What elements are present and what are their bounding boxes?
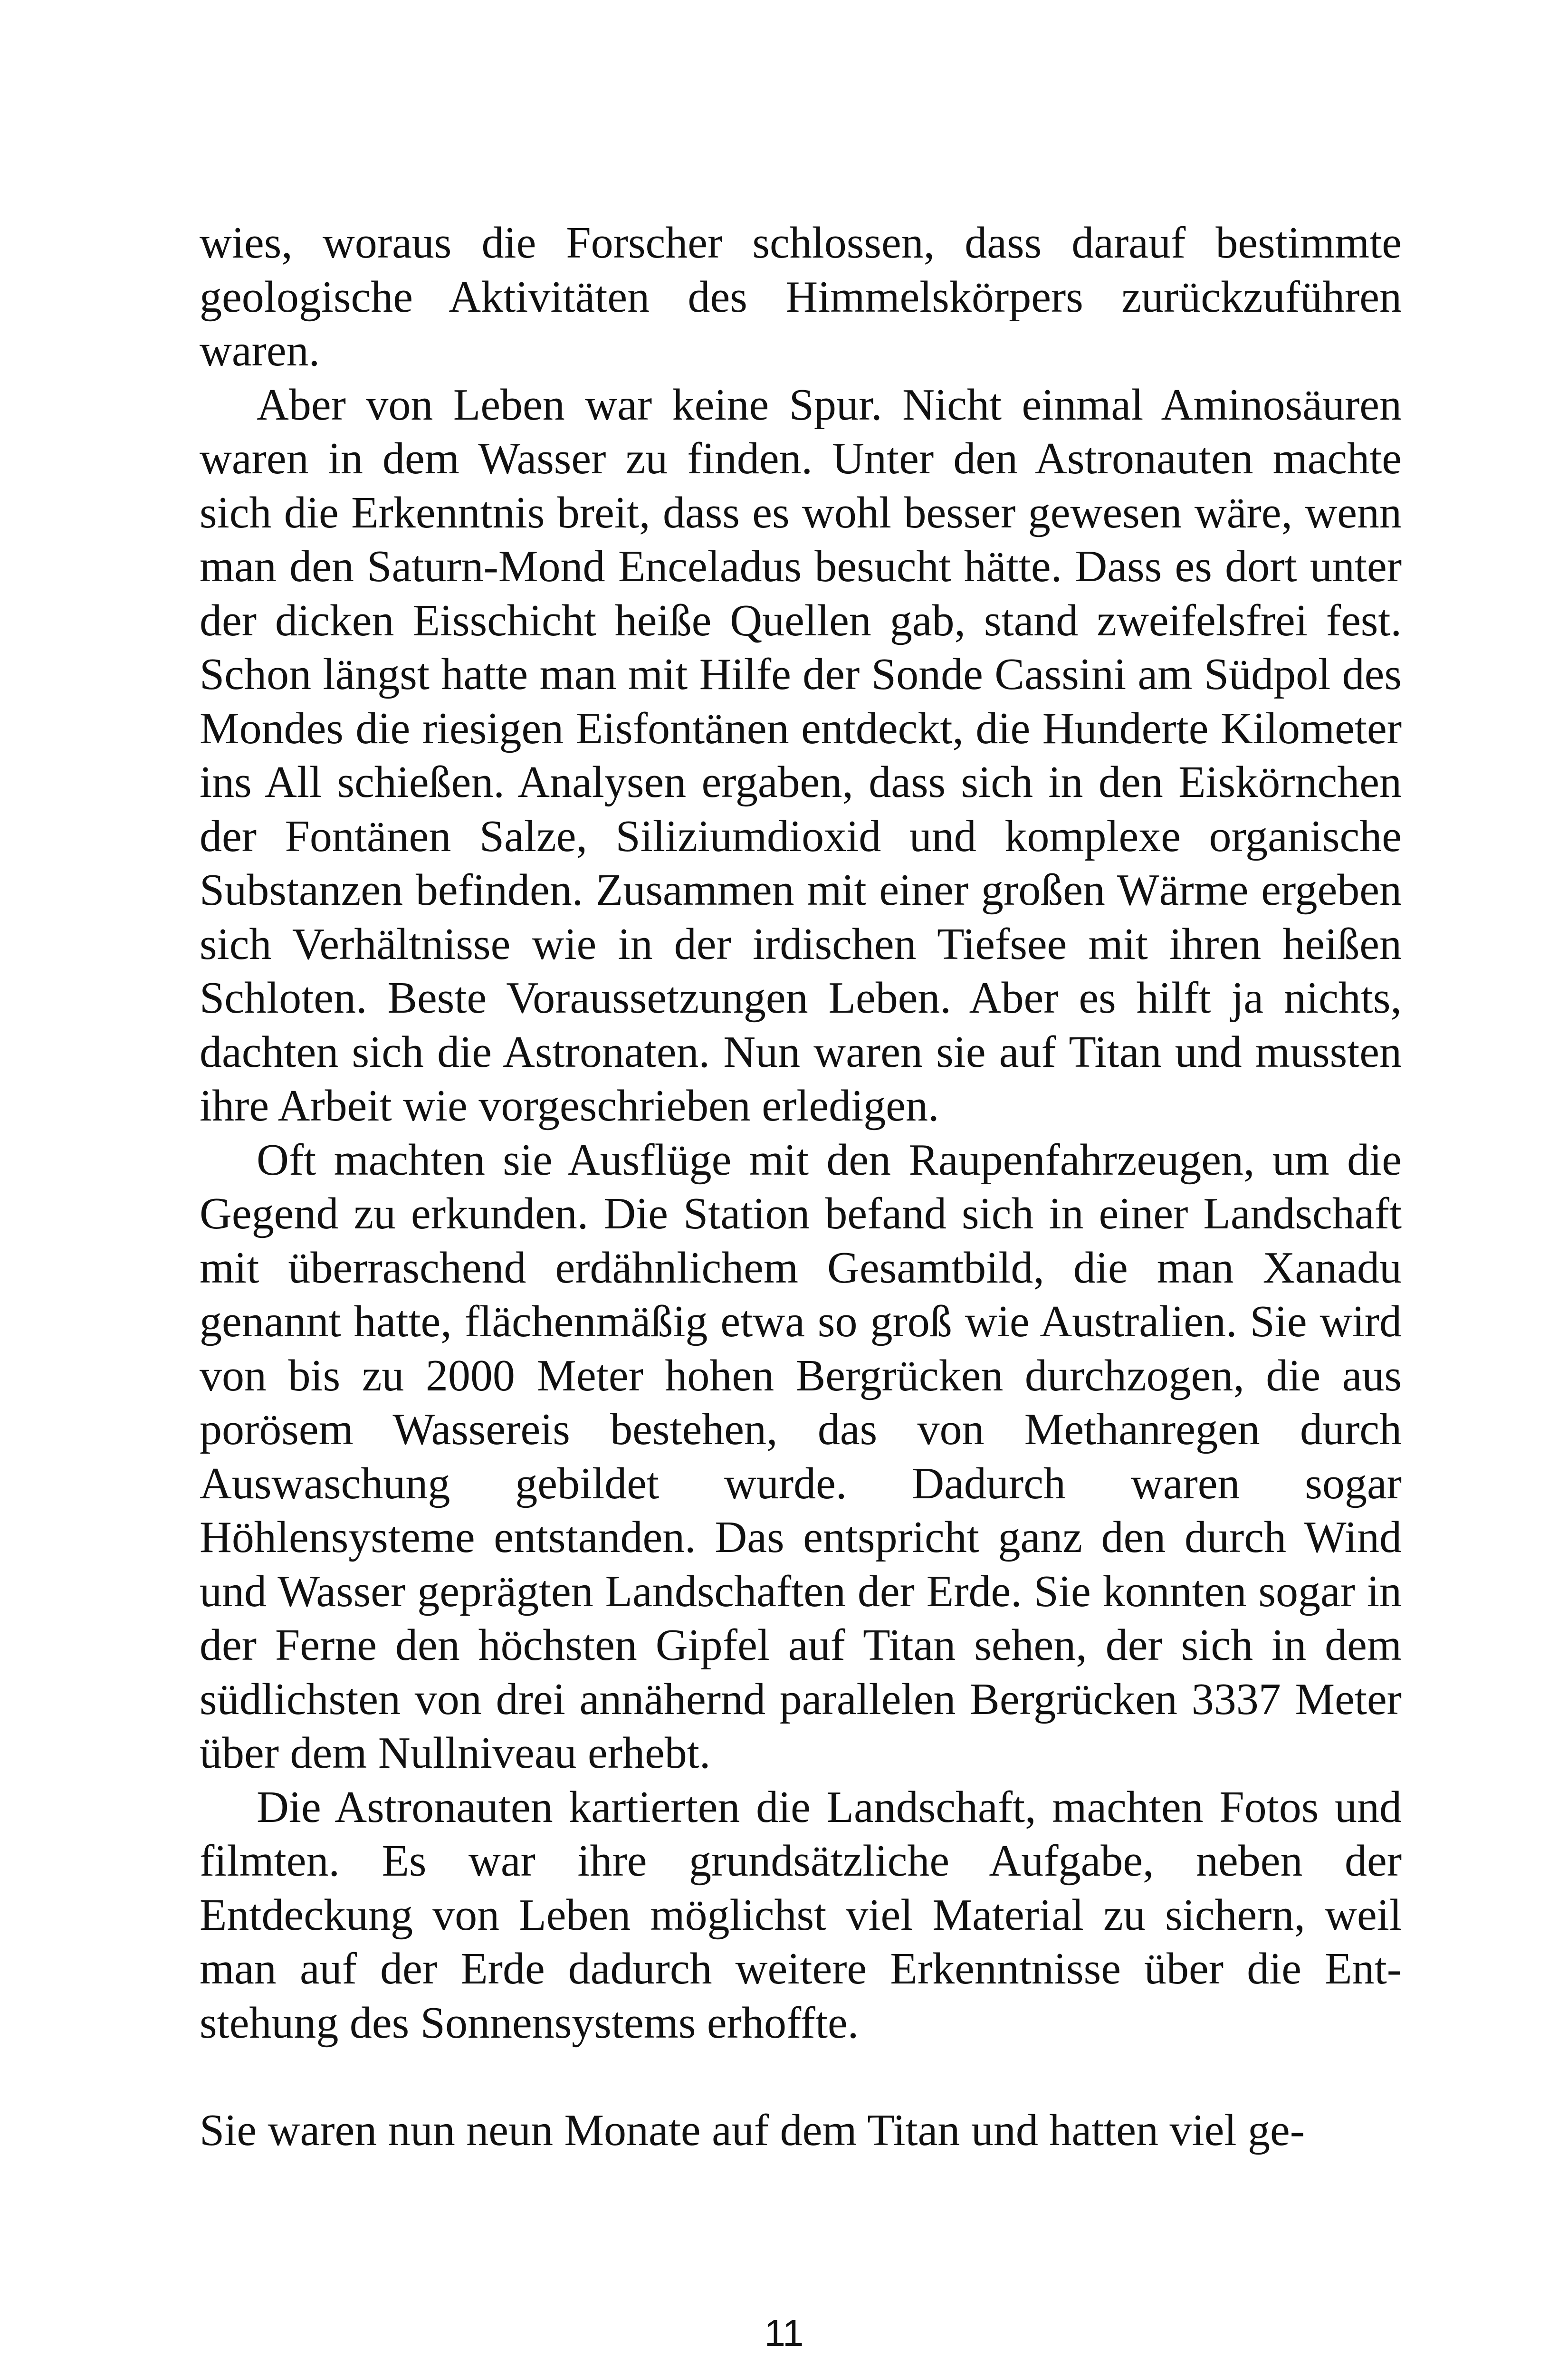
- paragraph-enceladus: Aber von Leben war keine Spur. Nicht einmal Aminosäuren waren in dem Wasser zu finden. Unter den Astronauten machte sich die Erkenntnis breit, dass es wohl besser gewesen wäre, wenn man den Saturn-Mond Enceladus besucht hätte. Dass es dort unter der dicken Eisschicht heiße Quellen gab, stand zweifelsfrei fest. Schon längst hatte man mit Hilfe der Sonde Cassini am Südpol des Mondes die riesigen Eisfontänen entdeckt, die Hunderte Kilometer ins All schießen. Analysen ergaben, dass sich in den Eiskörnchen der Fontänen Salze, Siliziumdioxid und komplexe organische Substanzen befinden. Zusammen mit einer großen Wärme ergeben sich Verhältnisse wie in der irdischen Tiefsee mit ihren heißen Schloten. Beste Voraussetzungen Leben. Aber es hilft ja nichts, dachten sich die Astronaten. Nun waren sie auf Titan und mussten ihre Arbeit wie vorgeschrieben erledigen.: [200, 380, 1402, 1131]
- paragraph-new-section: Sie waren nun neun Monate auf dem Titan und hatten viel ge-: [200, 2106, 1305, 2155]
- section-break: [200, 2050, 1402, 2104]
- paragraph-mapping: Die Astronauten kartierten die Landschaft, machten Fotos und filmten. Es war ihre grundsätzliche Aufgabe, neben der Entdeckung von Leben möglichst viel Material zu sichern, weil man auf der Erde dadurch weitere Erkenntnisse über die Entstehung des Sonnensystems erhoffte.: [200, 1782, 1402, 2048]
- paragraph-xanadu: Oft machten sie Ausflüge mit den Raupenfahrzeugen, um die Gegend zu erkunden. Die Station befand sich in einer Landschaft mit überraschend erdähnlichem Gesamtbild, die man Xanadu genannt hatte, flächenmäßig etwa so groß wie Australien. Sie wird von bis zu 2000 Meter hohen Bergrücken durchzogen, die aus porösem Wassereis bestehen, das von Methanregen durch Auswaschung gebildet wurde. Dadurch waren sogar Höhlensysteme entstanden. Das entspricht ganz den durch Wind und Wasser geprägten Landschaften der Erde. Sie konnten sogar in der Ferne den höchsten Gipfel auf Titan sehen, der sich in dem südlichsten von drei annähernd parallelen Bergrücken 3337 Meter über dem Nullniveau erhebt.: [200, 1135, 1402, 1778]
- body-text: [200, 216, 1402, 2158]
- paragraph-continuation: wies, woraus die Forscher schlossen, dass darauf bestimmte geologische Aktivitäten des Himmelskörpers zurückzuführen waren.: [200, 218, 1402, 375]
- page-number: 11: [764, 2312, 804, 2354]
